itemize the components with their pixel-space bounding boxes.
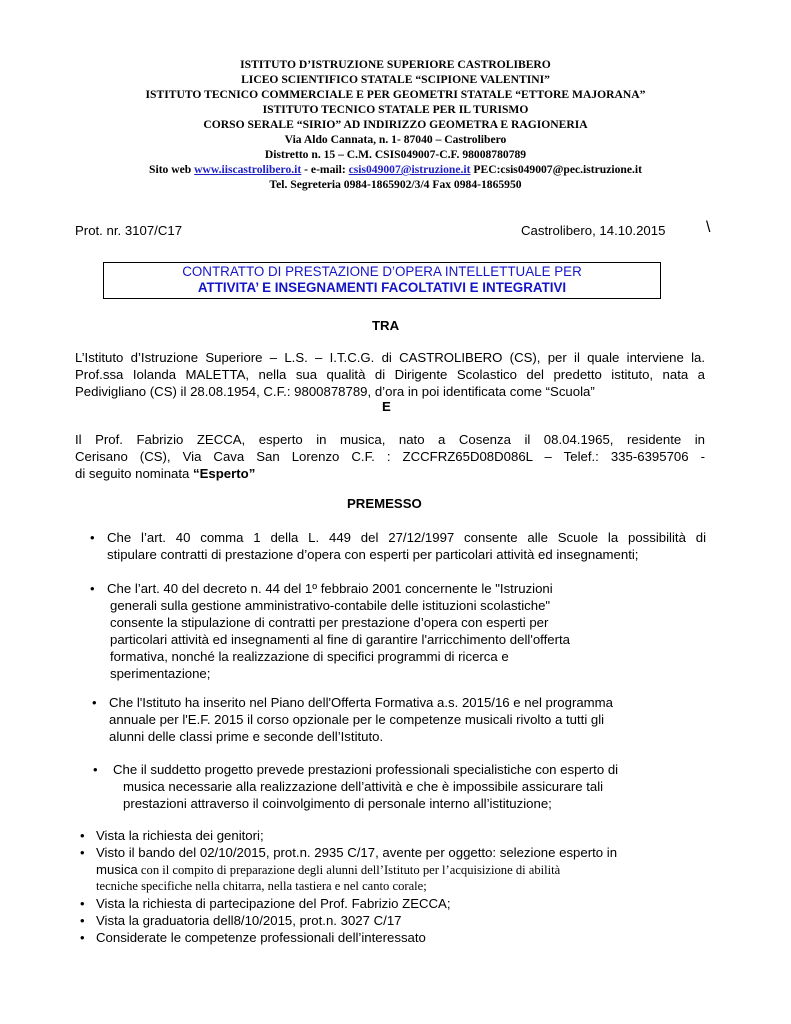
email-link[interactable]: csis049007@istruzione.it xyxy=(348,163,471,176)
premise-line: Che l'Istituto ha inserito nel Piano dell'Offerta Formativa a.s. 2015/16 e nel programma xyxy=(109,695,613,710)
premise-line: generali sulla gestione amministrativo-contabile delle istituzioni scolastiche" xyxy=(110,598,551,613)
premise-line: alunni delle classi prime e seconde dell’Istituto. xyxy=(109,729,384,744)
visti-list xyxy=(80,827,710,946)
website-link[interactable]: www.iiscastrolibero.it xyxy=(194,163,302,176)
bullet-icon: • xyxy=(80,913,85,928)
contract-title-line-1: CONTRATTO DI PRESTAZIONE D’OPERA INTELLETTUALE PER xyxy=(182,264,582,279)
header-line-2: LICEO SCIENTIFICO STATALE “SCIPIONE VALENTINI” xyxy=(241,73,550,86)
party-expert-line: Cerisano (CS), Via Cava San Lorenzo C.F. : ZCCFRZ65D08D086L – Telef.: 335-6395706 - xyxy=(75,449,705,464)
header-line-3: ISTITUTO TECNICO COMMERCIALE E PER GEOMETRI STATALE “ETTORE MAJORANA” xyxy=(145,88,646,101)
visti-text: Visto il bando del 02/10/2015, prot.n. 2935 C/17, avente per oggetto: selezione esperto in xyxy=(96,845,618,860)
bullet-icon: • xyxy=(93,762,98,777)
header-line-7: Distretto n. 15 – C.M. CSIS049007-C.F. 98008780789 xyxy=(264,148,527,161)
visti-text: Vista la richiesta di partecipazione del Prof. Fabrizio ZECCA; xyxy=(96,896,451,911)
header-line-4: ISTITUTO TECNICO STATALE PER IL TURISMO xyxy=(262,103,529,116)
premise-item xyxy=(90,580,706,682)
list-item xyxy=(80,844,710,861)
visti-text-serif: tecniche specifiche nella chitarra, nella tastiera e nel canto corale; xyxy=(96,879,427,893)
email-prefix: - e-mail: xyxy=(301,163,349,176)
visti-text: Vista la graduatoria dell8/10/2015, prot.n. 3027 C/17 xyxy=(96,913,402,928)
header-line-1: ISTITUTO D’ISTRUZIONE SUPERIORE CASTROLIBERO xyxy=(240,58,551,71)
visti-text-serif: con il compito di preparazione degli alunni dell’Istituto per l’acquisizione di abilità xyxy=(137,863,561,877)
list-item xyxy=(80,912,710,929)
bullet-icon: • xyxy=(80,896,85,911)
header-contacts xyxy=(0,163,791,177)
premise-line: prestazioni attraverso il coinvolgimento di personale interno all’istituzione; xyxy=(123,796,552,811)
bullet-icon: • xyxy=(80,828,85,843)
visti-text: musica xyxy=(96,862,138,877)
place-date: Castrolibero, 14.10.2015 xyxy=(521,223,666,238)
premise-line: particolari attività ed insegnamenti al fine di garantire l'arricchimento dell'offerta xyxy=(110,632,570,647)
premise-line: Che l’art. 40 del decreto n. 44 del 1º febbraio 2001 concernente le "Istruzioni xyxy=(107,581,553,596)
premise-line: Che il suddetto progetto prevede prestazioni professionali specialistiche con esperto di xyxy=(113,762,619,777)
premise-line: sperimentazione; xyxy=(110,666,211,681)
premesso-heading: PREMESSO xyxy=(347,496,422,511)
bullet-icon: • xyxy=(90,581,95,596)
premise-line: formativa, nonché la realizzazione di specifici programmi di ricerca e xyxy=(110,649,509,664)
party-school xyxy=(75,349,705,400)
list-item xyxy=(80,827,710,844)
party-expert xyxy=(75,431,705,482)
protocol-number: Prot. nr. 3107/C17 xyxy=(75,223,183,238)
party-school-line: Pedivigliano (CS) il 28.08.1954, C.F.: 9800878789, d’ora in poi identificata come “Scuola” xyxy=(75,384,595,399)
premise-line: stipulare contratti di prestazione d’opera con esperti per particolari attività ed insegnamenti; xyxy=(107,547,639,562)
premise-line: musica necessarie alla realizzazione dell’attività e che è impossibile assicurare tali xyxy=(123,779,604,794)
premise-line: Che l’art. 40 comma 1 della L. 449 del 27/12/1997 consente alle Scuole la possibilità di xyxy=(107,530,706,545)
premise-line: annuale per l'E.F. 2015 il corso opzionale per le competenze musicali rivolto a tutti gli xyxy=(109,712,605,727)
header-line-5: CORSO SERALE “SIRIO” AD INDIRIZZO GEOMETRA E RAGIONERIA xyxy=(203,118,588,131)
premise-item xyxy=(90,529,706,563)
party-school-line: Prof.ssa Iolanda MALETTA, nella sua qualità di Dirigente Scolastico del predetto istituto, nata a xyxy=(75,367,705,382)
expert-label-prefix: di seguito nominata xyxy=(75,466,194,481)
bullet-icon: • xyxy=(80,845,85,860)
expert-label: “Esperto” xyxy=(193,466,256,481)
visti-text: Considerate le competenze professionali dell’interessato xyxy=(96,930,426,945)
party-expert-line: Il Prof. Fabrizio ZECCA, esperto in musica, nato a Cosenza il 08.04.1965, residente in xyxy=(75,432,705,447)
list-item xyxy=(80,895,710,912)
party-expert-line xyxy=(75,465,705,482)
bullet-icon: • xyxy=(90,530,95,545)
list-item xyxy=(80,929,710,946)
party-school-line: L’Istituto d’Istruzione Superiore – L.S. – I.T.C.G. di CASTROLIBERO (CS), per il quale interviene la. xyxy=(75,350,705,365)
premise-line: consente la stipulazione di contratti per prestazione d’opera con esperti per xyxy=(110,615,549,630)
contract-title-box xyxy=(103,262,661,299)
tra-heading: TRA xyxy=(372,318,400,333)
premise-item xyxy=(93,761,709,812)
pec-address: PEC:csis049007@pec.istruzione.it xyxy=(470,163,642,176)
header-line-9: Tel. Segreteria 0984-1865902/3/4 Fax 0984-1865950 xyxy=(269,178,522,191)
web-prefix: Sito web xyxy=(149,163,195,176)
visti-text: Vista la richiesta dei genitori; xyxy=(96,828,264,843)
header-line-6: Via Aldo Cannata, n. 1- 87040 – Castrolibero xyxy=(284,133,507,146)
list-item-continued xyxy=(80,861,710,878)
bullet-icon: • xyxy=(80,930,85,945)
premise-item xyxy=(92,694,708,745)
e-heading: E xyxy=(382,399,391,414)
backslash-mark: \ xyxy=(706,219,711,236)
bullet-icon: • xyxy=(92,695,97,710)
contract-title-line-2: ATTIVITA’ E INSEGNAMENTI FACOLTATIVI E INTEGRATIVI xyxy=(197,280,567,295)
list-item-continued xyxy=(80,878,710,895)
